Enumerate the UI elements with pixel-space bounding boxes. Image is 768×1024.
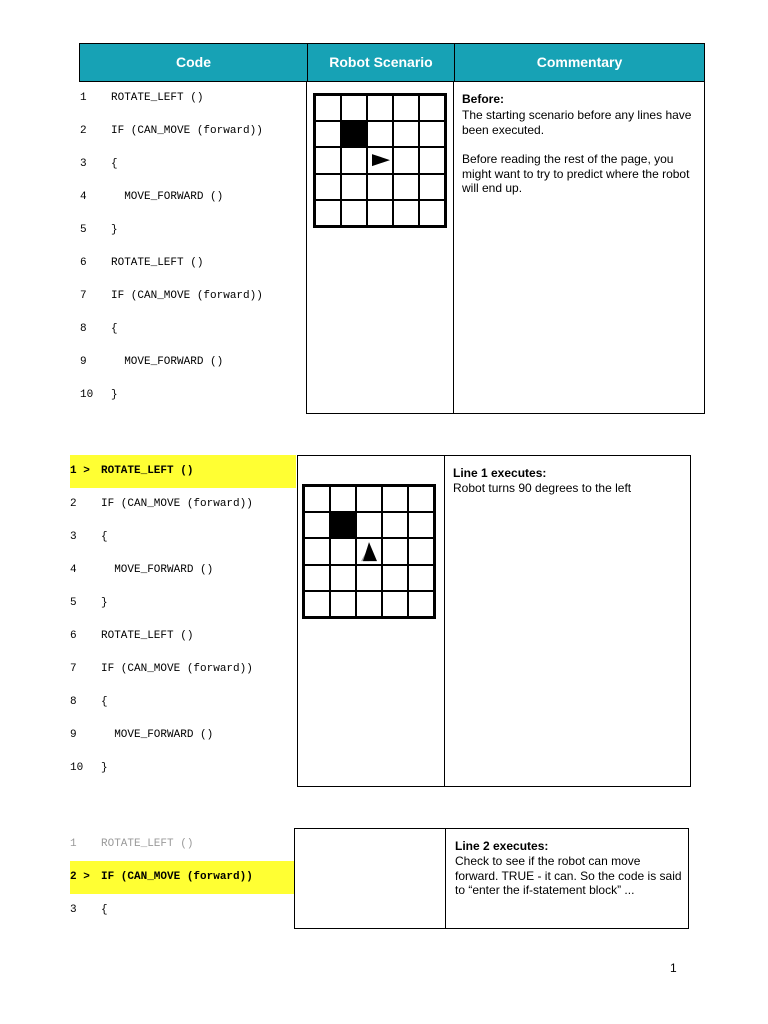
section1-divider xyxy=(453,81,454,414)
grid-cell xyxy=(305,592,329,616)
grid-cell xyxy=(342,201,366,225)
grid-cell xyxy=(316,122,340,146)
grid-cell xyxy=(409,566,433,590)
wall-cell xyxy=(331,513,355,537)
table-header xyxy=(79,43,705,82)
robot-arrow-right-icon xyxy=(368,148,392,172)
grid-cell xyxy=(342,175,366,199)
grid-cell xyxy=(316,96,340,120)
grid-cell xyxy=(368,122,392,146)
grid-cell xyxy=(357,566,381,590)
grid-cell xyxy=(357,487,381,511)
section3-divider xyxy=(445,828,446,929)
grid-cell xyxy=(409,513,433,537)
grid-cell xyxy=(368,201,392,225)
grid-cell xyxy=(305,539,329,563)
robot-cell xyxy=(357,539,381,563)
grid-cell xyxy=(316,201,340,225)
grid-cell xyxy=(420,175,444,199)
commentary-text: Robot turns 90 degrees to the left xyxy=(453,481,632,495)
robot-grid xyxy=(313,93,447,228)
header-code: Code xyxy=(176,54,211,70)
grid-cell xyxy=(357,513,381,537)
header-commentary: Commentary xyxy=(536,54,623,70)
wall-cell xyxy=(342,122,366,146)
grid-cell xyxy=(305,487,329,511)
grid-cell xyxy=(409,487,433,511)
grid-cell xyxy=(420,122,444,146)
grid-cell xyxy=(409,539,433,563)
grid-cell xyxy=(420,201,444,225)
grid-cell xyxy=(331,592,355,616)
grid-cell xyxy=(383,487,407,511)
grid-cell xyxy=(342,96,366,120)
grid-cell xyxy=(331,539,355,563)
grid-cell xyxy=(342,148,366,172)
grid-cell xyxy=(305,566,329,590)
commentary-title: Before: xyxy=(462,92,505,106)
grid-cell xyxy=(394,175,418,199)
grid-cell xyxy=(394,201,418,225)
commentary-title: Line 2 executes: xyxy=(455,839,549,853)
grid-cell xyxy=(383,592,407,616)
header-robot-scenario: Robot Scenario xyxy=(329,54,433,70)
grid-cell xyxy=(394,96,418,120)
grid-cell xyxy=(383,566,407,590)
grid-cell xyxy=(316,148,340,172)
grid-cell xyxy=(383,539,407,563)
grid-cell xyxy=(331,487,355,511)
grid-cell xyxy=(368,175,392,199)
commentary-text: Check to see if the robot can move forward. TRUE - it can. So the code is said to “enter the if-statement block” ... xyxy=(455,854,682,897)
grid-cell xyxy=(394,122,418,146)
robot-arrow-up-icon xyxy=(357,539,381,563)
commentary-title: Line 1 executes: xyxy=(453,466,547,480)
grid-cell xyxy=(409,592,433,616)
grid-cell xyxy=(331,566,355,590)
grid-cell xyxy=(368,96,392,120)
commentary-text: Before reading the rest of the page, you might want to try to predict where the robot will end up. xyxy=(462,152,690,195)
commentary-text: The starting scenario before any lines have been executed. xyxy=(462,108,692,137)
robot-grid xyxy=(302,484,436,619)
grid-cell xyxy=(420,148,444,172)
robot-cell xyxy=(368,148,392,172)
grid-cell xyxy=(383,513,407,537)
grid-cell xyxy=(394,148,418,172)
grid-cell xyxy=(357,592,381,616)
page-number: 1 xyxy=(670,961,677,975)
grid-cell xyxy=(305,513,329,537)
section2-divider xyxy=(444,455,445,787)
grid-cell xyxy=(420,96,444,120)
grid-cell xyxy=(316,175,340,199)
